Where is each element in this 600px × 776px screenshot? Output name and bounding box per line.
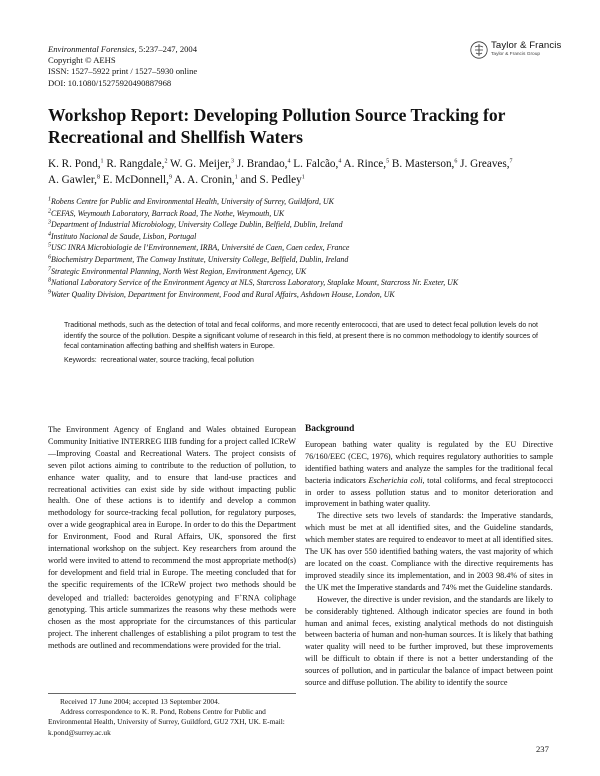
author <box>48 174 100 186</box>
background-paragraph-3: However, the directive is under revision, and the standards are likely to be considerably tightened. Although indicator species are found in both human and animal feces, existing analytical methods do not distinguish between bacteria of human and non-human sources. It is likely that bathing water quality will need to be further improved, but these improvements will be difficult to obtain if there is not a better understanding of the sources of pollution, and in particular the balance of impact between point source and diffuse pollution. The ability to identify the source <box>305 594 553 688</box>
intro-text-part1: The Environment Agency of England and Wales obtained European Community Initiative INTERREG IIIB funding for a project called ICReW—Improving Coastal and Recreational Waters. The project consists of seven pilot actions aiming to contribute to the reduction of pollution, to enhance water quality, and to ensure that land-use practices and recreational activities can exist side by side without impacting public health. One of these actions is to identify and develop a common methodology for source-tracking fecal pollution, for regulatory purposes, over a wide geographical area in Europe. In order to do this the Department for Environment, Food and Rural Affairs, UK, sponsored the first international workshop on the subject. Key researchers from around the world were invited to attend to recommend the most appropriate method(s) for development and field trial in Europe. The meeting concluded that for the specific requirements of the ICReW project two methods should be developed and trialled: bacteroides genotyping and F <box>48 425 296 603</box>
footnote-rule <box>48 693 296 694</box>
author-name: A. A. Cronin, <box>174 174 235 186</box>
affiliation-list <box>48 196 578 300</box>
author-affiliation-number: 3 <box>231 158 235 165</box>
author-affiliation-number: 9 <box>168 174 172 181</box>
intro-superscript: + <box>239 592 243 599</box>
affiliation-number: 2 <box>48 207 51 214</box>
author-affiliation-number: 1 <box>234 174 238 181</box>
affiliation-number: 6 <box>48 254 51 261</box>
footnote <box>48 693 296 738</box>
author-name: J. Greaves, <box>460 158 510 170</box>
author <box>48 158 104 170</box>
journal-metadata <box>48 44 197 89</box>
author <box>460 158 512 170</box>
abstract: Traditional methods, such as the detection of total and fecal coliforms, and more recently enterococci, that are used to detect fecal pollution levels do not identify the source of the pollution. Despite a significant volume of research in this field, at present there is no common methodology to identify sources of fecal contamination affecting bathing and shellfish waters in Europe. <box>64 322 538 351</box>
author-name: W. G. Meijer, <box>170 158 232 170</box>
author-affiliation-number: 5 <box>386 158 390 165</box>
background-heading: Background <box>305 424 355 434</box>
page-number: 237 <box>536 744 549 754</box>
background-section <box>305 424 553 689</box>
keywords-text: recreational water, source tracking, fecal pollution <box>100 357 254 364</box>
affiliation-text: USC INRA Microbiologie de l’Environnement, IRBA, Université de Caen, Caen cedex, France <box>51 243 350 253</box>
affiliation-text: National Laboratory Service of the Environment Agency at NLS, Starcross Laboratory, Staplake Mount, Starcross Nr. Exeter, UK <box>51 278 459 288</box>
publisher-group: Taylor & Francis Group <box>491 52 541 57</box>
author-affiliation-number: 8 <box>96 174 100 181</box>
keywords <box>64 356 538 366</box>
background-paragraph-2: The directive sets two levels of standards: the Imperative standards, which must be met at all identified sites, and the Guideline standards, which member states are required to endeavor to meet at all identified sites. The UK has over 550 identified bathing waters, the vast majority of which are located on the coast. Compliance with the directive requirements has improved steadily since its implementation, and in 2003 98.4% of sites in the UK met the Imperative standards and 74% met the Guideline standards. <box>305 511 553 592</box>
author <box>344 158 390 170</box>
author-affiliation-number: 4 <box>287 158 291 165</box>
issn-line: ISSN: 1527–5922 print / 1527–5930 online <box>48 66 198 77</box>
affiliation-number: 3 <box>48 219 51 226</box>
author-affiliation-number: 1 <box>100 158 104 165</box>
affiliation-number: 5 <box>48 242 51 249</box>
affiliation <box>48 266 578 278</box>
bg-p1-species: Escherichia coli <box>368 475 423 485</box>
affiliation-text: Department of Industrial Microbiology, University College Dublin, Belfield, Dublin, Ireland <box>51 220 343 230</box>
author <box>241 174 305 186</box>
author-name: A. Gawler, <box>48 174 97 186</box>
author-name: and S. Pedley <box>240 174 302 186</box>
journal-volume: , 5:237–247, 2004 <box>134 44 198 54</box>
journal-name: Environmental Forensics <box>48 44 135 54</box>
author-affiliation-number: 4 <box>338 158 342 165</box>
affiliation-text: Biochemistry Department, The Conway Institute, University College, Belfield, Dublin, Ireland <box>51 254 349 264</box>
affiliation-text: Instituto Nacional de Saude, Lisbon, Portugal <box>51 231 197 241</box>
author-name: B. Masterson, <box>391 158 455 170</box>
publisher-logo-icon <box>470 41 488 59</box>
author <box>170 158 234 170</box>
author-list <box>48 156 568 188</box>
affiliation <box>48 289 578 301</box>
received-date: Received 17 June 2004; accepted 13 September 2004. <box>60 697 220 706</box>
background-paragraph-1 <box>305 439 553 510</box>
intro-paragraph <box>48 424 296 652</box>
journal-citation <box>48 44 197 55</box>
affiliation <box>48 219 578 231</box>
affiliation-number: 1 <box>48 196 51 203</box>
author-affiliation-number: 6 <box>454 158 458 165</box>
author-name: R. Rangdale, <box>106 158 165 170</box>
author <box>392 158 457 170</box>
correspondence-address: Address correspondence to K. R. Pond, Robens Centre for Public and Environmental Health, University of Surrey, Guildford, GU2 7XH, UK. E-mail: k.pond@surrey.ac.uk <box>48 707 285 737</box>
affiliation-text: Water Quality Division, Department for Environment, Food and Rural Affairs, Ashdown House, London, UK <box>51 289 395 299</box>
author-name: J. Brandao, <box>236 158 288 170</box>
intro-text-part2: RNA coliphage genotyping. This article summarizes the reasons why these methods were chosen as the most appropriate for the circumstances of this particular project. The inherent challenges of establishing a pilot program to test the methods are outlined and recommendations were provided for the trial. <box>48 593 296 651</box>
author-affiliation-number: 1 <box>301 174 305 181</box>
affiliation <box>48 196 578 208</box>
author <box>293 158 341 170</box>
bg-p1-b: , total coliforms, and fecal streptococci in order to assess pollution status and to monitor deterioration and improvement in bathing water quality. <box>305 475 553 509</box>
affiliation <box>48 242 578 254</box>
author-name: L. Falcão, <box>293 158 339 170</box>
affiliation <box>48 277 578 289</box>
bg-p1-a: European bathing water quality is regulated by the EU Directive 76/160/EEC (CEC, 1976), which requires regulatory authorities to sample identified bathing waters and analyze the samples for the traditional fecal bacteria indicators <box>305 439 553 485</box>
keywords-label: Keywords: <box>64 357 97 364</box>
author-name: E. McDonnell, <box>102 174 169 186</box>
affiliation-text: Robens Centre for Public and Environmental Health, University of Surrey, Guildford, UK <box>51 197 334 206</box>
affiliation-text: CEFAS, Weymouth Laboratory, Barrack Road, The Nothe, Weymouth, UK <box>51 208 285 218</box>
author-name: A. Rince, <box>343 158 387 170</box>
doi-line: DOI: 10.1080/15275920490887968 <box>48 77 172 88</box>
copyright-line: Copyright © AEHS <box>48 55 116 66</box>
author <box>237 158 291 170</box>
publisher-logo <box>470 40 562 64</box>
affiliation-number: 7 <box>48 265 51 272</box>
author <box>174 174 238 186</box>
author-affiliation-number: 2 <box>164 158 168 165</box>
affiliation-number: 8 <box>48 277 51 284</box>
affiliation <box>48 231 578 243</box>
article-title: Workshop Report: Developing Pollution Source Tracking for Recreational and Shellfish Waters <box>48 105 506 147</box>
affiliation-number: 9 <box>48 289 51 296</box>
author <box>106 158 167 170</box>
affiliation <box>48 254 578 266</box>
affiliation <box>48 208 578 220</box>
affiliation-text: Strategic Environmental Planning, North West Region, Environment Agency, UK <box>51 266 307 276</box>
author <box>103 174 172 186</box>
author-affiliation-number: 7 <box>509 158 513 165</box>
author-name: K. R. Pond, <box>48 158 101 170</box>
publisher-name: Taylor & Francis <box>491 40 562 51</box>
affiliation-number: 4 <box>48 231 51 238</box>
